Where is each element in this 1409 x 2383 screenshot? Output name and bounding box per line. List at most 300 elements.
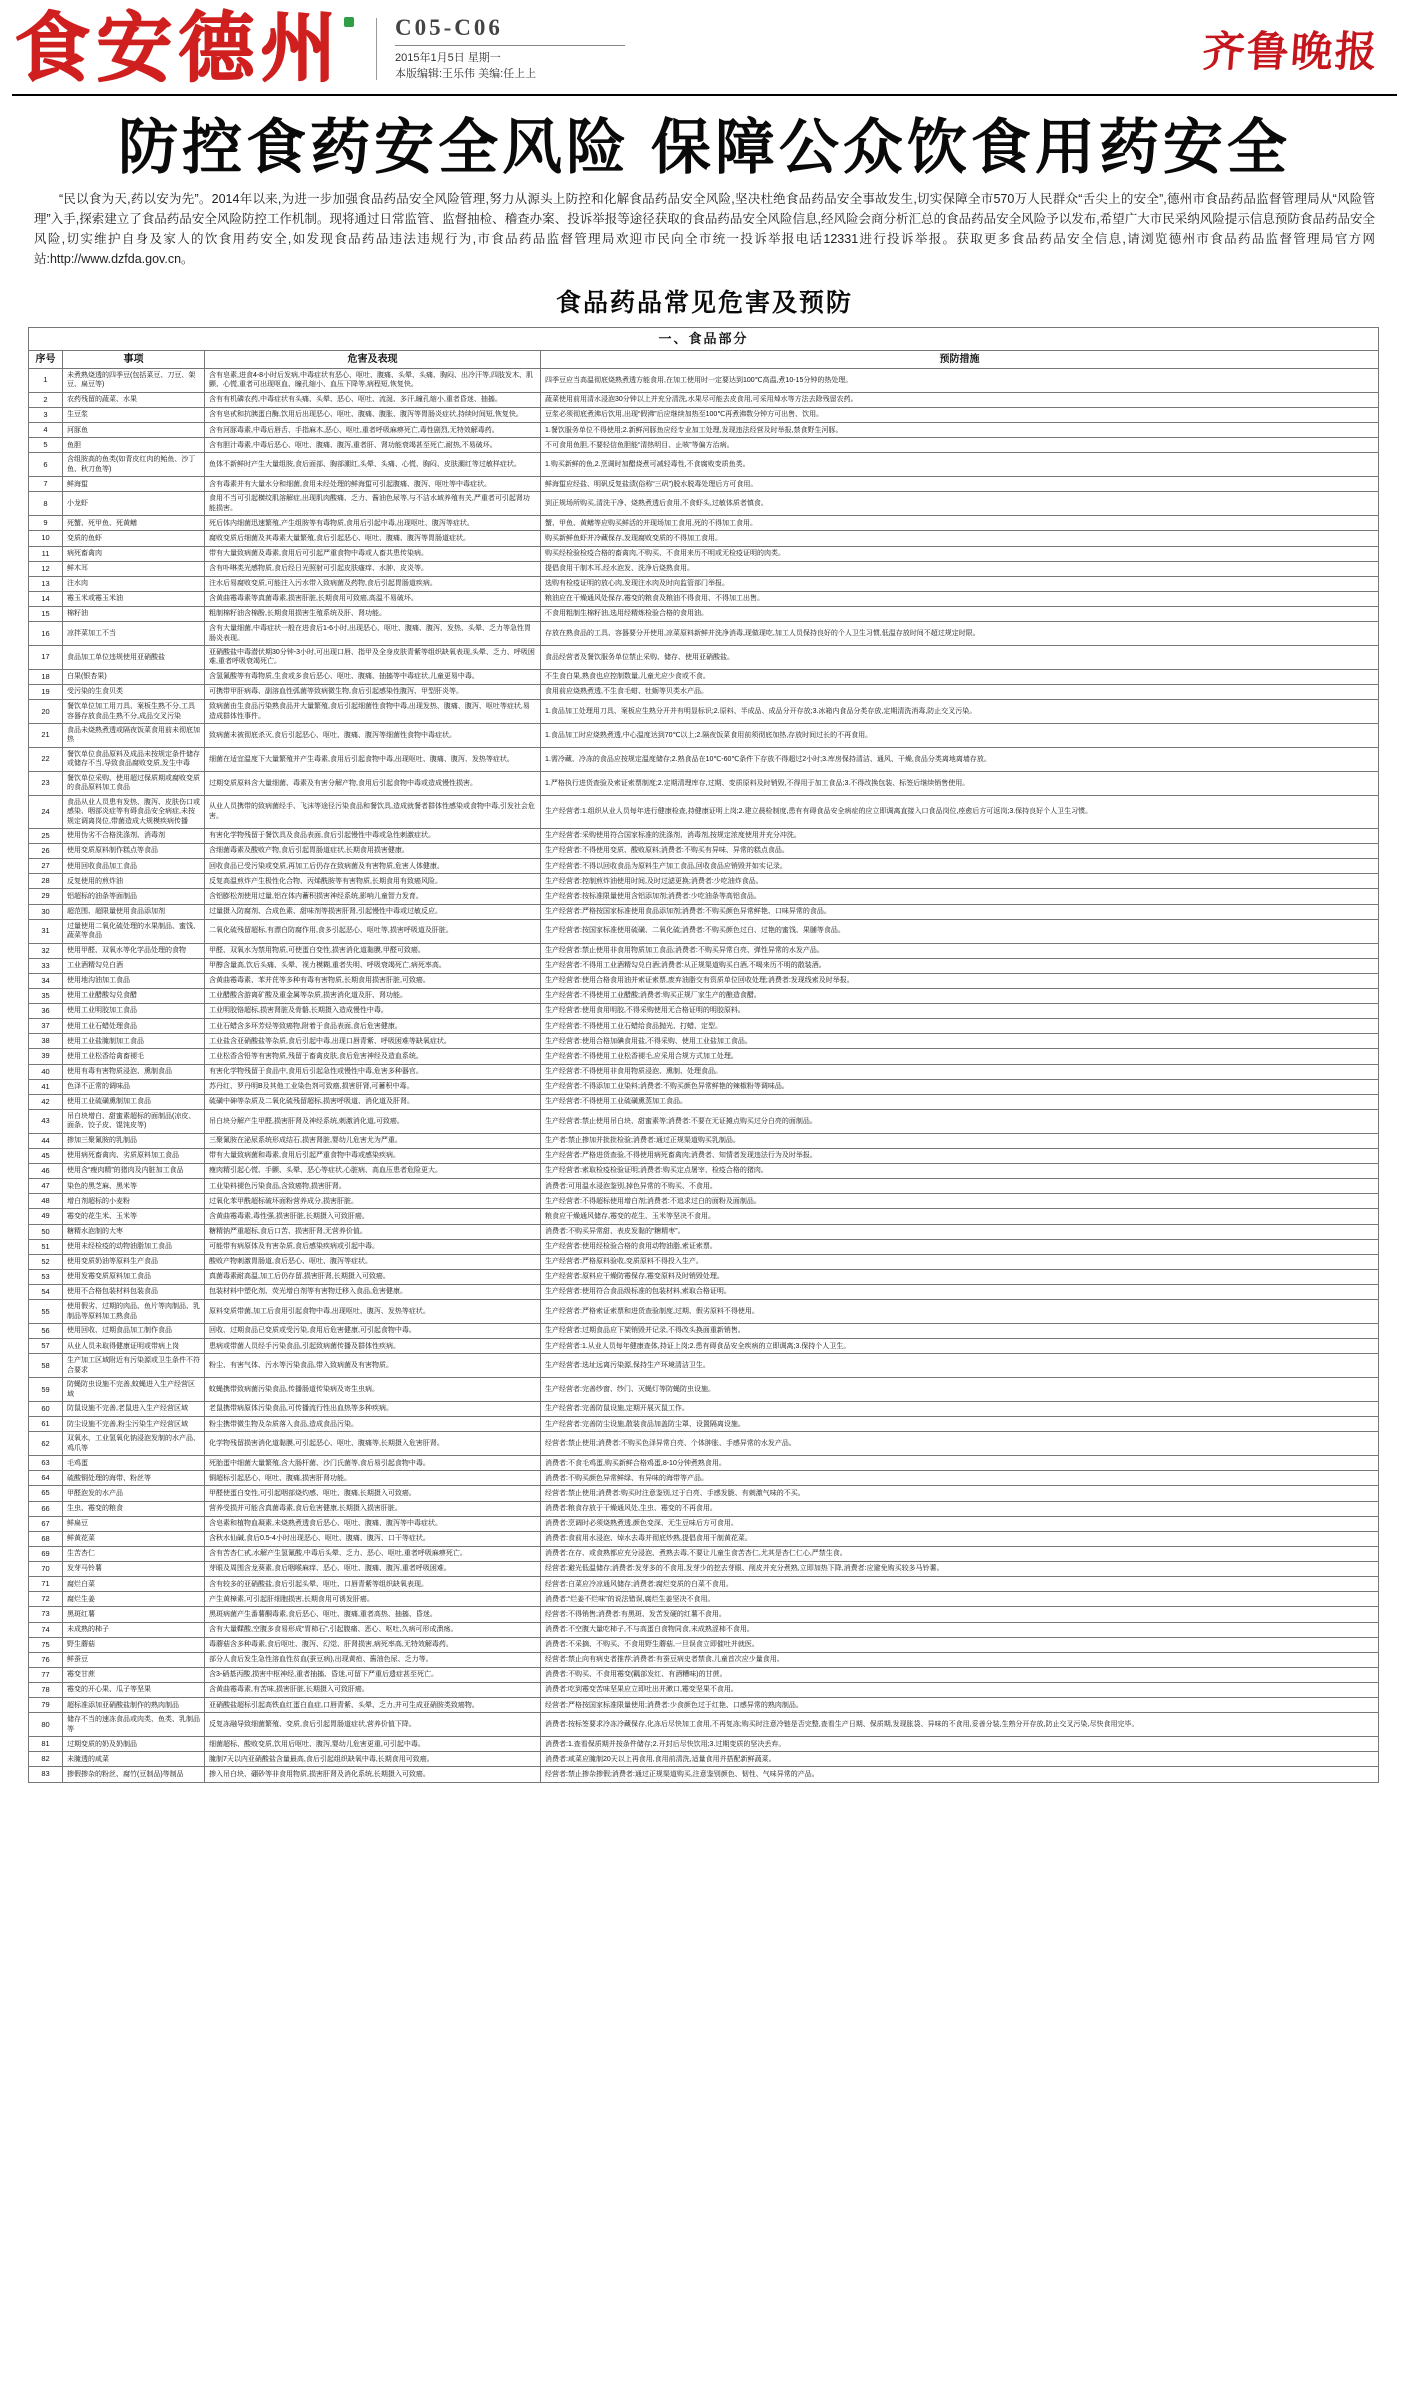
table-row: [29, 1254, 1379, 1269]
header-horizontal-rule: [12, 94, 1397, 96]
cell-prevention: 消费者:不购买颜色异常鲜绿、有异味的海带等产品。: [541, 1471, 1379, 1486]
cell-prevention: 生产者:禁止掺加并批批检验;消费者:通过正规渠道购买乳制品。: [541, 1133, 1379, 1148]
cell-prevention: 豆浆必须彻底煮沸后饮用,出现“假沸”后应继续加热至100℃再煮沸数分钟方可出售、饮用。: [541, 408, 1379, 423]
cell-hazard: 三聚氰胺在泌尿系统形成结石,损害肾脏,婴幼儿危害尤为严重。: [205, 1133, 541, 1148]
cell-item: 使用发霉变质原料加工食品: [63, 1269, 205, 1284]
cell-item: 鲜扁豆: [63, 1516, 205, 1531]
newspaper-name: 齐鲁晚报: [1201, 30, 1381, 76]
cell-hazard: 含有毒素并有大量水分和细菌,食用未经处理的鲜海蜇可引起腹痛、腹泻、呕吐等中毒症状。: [205, 477, 541, 492]
table-row: [29, 700, 1379, 724]
cell-item: 变质的鱼虾: [63, 531, 205, 546]
cell-item: 色泽不正常的调味品: [63, 1079, 205, 1094]
cell-item: 使用回收、过期食品加工制作食品: [63, 1324, 205, 1339]
cell-hazard: 带有大量致病菌及毒素,食用后可引起严重食物中毒或人畜共患传染病。: [205, 546, 541, 561]
cell-hazard: 反复冻融导致细菌繁殖、变质,食后引起胃肠道症状,营养价值下降。: [205, 1713, 541, 1737]
cell-hazard: 回收食品已受污染或变质,再加工后仍存在致病菌及有害物质,危害人体健康。: [205, 859, 541, 874]
cell-prevention: 经营者:禁止使用;消费者:购买时注意鉴别,过于白亮、手感发脆、有刺激气味的不买。: [541, 1486, 1379, 1501]
cell-no: 59: [29, 1378, 63, 1402]
cell-prevention: 购买经检验检疫合格的畜禽肉,不购买、不食用来历不明或无检疫证明的肉类。: [541, 546, 1379, 561]
masthead-text: 食安德州: [14, 7, 342, 91]
editor-line: 本版编辑:王乐伟 美编:任上上: [395, 68, 537, 80]
cell-item: 鱼胆: [63, 438, 205, 453]
cell-hazard: 二氧化硫残留超标,有漂白防腐作用,食多引起恶心、呕吐等,损害呼吸道及肝脏。: [205, 919, 541, 943]
cell-prevention: 生产经营者:使用合格食用油并索证索票,废弃油脂交有资质单位回收处理;消费者:发现线索及时举报。: [541, 973, 1379, 988]
cell-item: 凉拌菜加工不当: [63, 622, 205, 646]
table-row: [29, 1562, 1379, 1577]
cell-item: 腐烂生姜: [63, 1592, 205, 1607]
date-line: 2015年1月5日 星期一: [395, 52, 501, 65]
cell-item: 食品未烧熟煮透或隔夜饭菜食用前未彻底加热: [63, 724, 205, 748]
cell-no: 30: [29, 904, 63, 919]
cell-hazard: 死后体内细菌迅速繁殖,产生组胺等有毒物质,食用后引起中毒,出现呕吐、腹泻等症状。: [205, 516, 541, 531]
cell-prevention: 生产经营者:使用符合食品级标准的包装材料,索取合格证明。: [541, 1285, 1379, 1300]
cell-prevention: 消费者:不食毛鸡蛋,购买新鲜合格鸡蛋,8-10分钟煮熟食用。: [541, 1456, 1379, 1471]
cell-no: 16: [29, 622, 63, 646]
table-row: [29, 874, 1379, 889]
cell-hazard: 含有卟啉类光感物质,食后经日光照射可引起皮肤瘙痒、水肿、皮炎等。: [205, 561, 541, 576]
cell-item: 使用假劣、过期的肉品、鱼片等肉制品、乳制品等原料加工熟食品: [63, 1300, 205, 1324]
cell-hazard: 含有胆汁毒素,中毒后恶心、呕吐、腹痛、腹泻,重者肝、肾功能衰竭甚至死亡,耐热,不易破坏。: [205, 438, 541, 453]
table-row: [29, 392, 1379, 407]
cell-item: 反复使用的煎炸油: [63, 874, 205, 889]
cell-hazard: 黑斑病菌产生番薯酮毒素,食后恶心、呕吐、腹痛,重者高热、抽搐、昏迷。: [205, 1607, 541, 1622]
table-row: [29, 369, 1379, 393]
table-row: [29, 1004, 1379, 1019]
table-row: [29, 1577, 1379, 1592]
table-row: [29, 408, 1379, 423]
cell-hazard: 芽眼及周围含龙葵素,食后咽喉麻痒、恶心、呕吐、腹痛、腹泻,重者呼吸困难。: [205, 1562, 541, 1577]
cell-no: 25: [29, 828, 63, 843]
table-row: [29, 1164, 1379, 1179]
cell-hazard: 含秋水仙碱,食后0.5-4小时出现恶心、呕吐、腹痛、腹泻、口干等症状。: [205, 1531, 541, 1546]
masthead-logo: [14, 7, 354, 91]
cell-no: 18: [29, 669, 63, 684]
cell-prevention: 粮食应干燥通风储存,霉变的花生、玉米等坚决不食用。: [541, 1209, 1379, 1224]
cell-hazard: 患病或带菌人员经手污染食品,引起致病菌传播及群体性疾病。: [205, 1339, 541, 1354]
cell-no: 42: [29, 1094, 63, 1109]
table-row: [29, 1133, 1379, 1148]
cell-no: 72: [29, 1592, 63, 1607]
cell-hazard: 酸败产物刺激胃肠道,食后恶心、呕吐、腹泻等症状。: [205, 1254, 541, 1269]
table-row: [29, 1300, 1379, 1324]
cell-hazard: 亚硝酸盐中毒潜伏期30分钟-3小时,可出现口唇、指甲及全身皮肤青紫等组织缺氧表现,头晕、乏力、呼吸困难,重者呼吸衰竭死亡。: [205, 646, 541, 670]
cell-hazard: 从业人员携带的致病菌经手、飞沫等途径污染食品和餐饮具,造成就餐者群体性感染或食物中毒,引发社会危害。: [205, 795, 541, 828]
cell-prevention: 不可食用鱼胆,不要轻信鱼胆能“清热明目、止咳”等偏方治病。: [541, 438, 1379, 453]
cell-item: 生苦杏仁: [63, 1546, 205, 1561]
cell-prevention: 消费者:1.查看保质期并按条件储存;2.开封后尽快饮用;3.过期变质的坚决丢弃。: [541, 1737, 1379, 1752]
cell-prevention: 消费者:在存、或食熟都应充分浸泡、煮熟去毒,不要让儿童生食苦杏仁,尤其是杏仁仁心,严禁生食。: [541, 1546, 1379, 1561]
table-row: [29, 438, 1379, 453]
page-header: [0, 0, 1409, 92]
cell-no: 55: [29, 1300, 63, 1324]
cell-prevention: 蔬菜使用前用清水浸泡30分钟以上并充分清洗,水果尽可能去皮食用,可采用焯水等方法去除残留农药。: [541, 392, 1379, 407]
cell-item: 河豚鱼: [63, 423, 205, 438]
cell-no: 75: [29, 1637, 63, 1652]
cell-hazard: 含有皂甙和抗胰蛋白酶,饮用后出现恶心、呕吐、腹痛、腹胀、腹泻等胃肠炎症状,持续时间短,恢复快。: [205, 408, 541, 423]
cell-prevention: 生产经营者:不得使用变质、酸败原料;消费者:不购买有异味、异常的糕点食品。: [541, 844, 1379, 859]
table-row: [29, 1224, 1379, 1239]
table-row: [29, 1049, 1379, 1064]
cell-no: 80: [29, 1713, 63, 1737]
table-row: [29, 685, 1379, 700]
table-row: [29, 988, 1379, 1003]
main-headline: 防控食药安全风险 保障公众饮食用药安全: [118, 114, 1291, 181]
table-row: [29, 1767, 1379, 1782]
cell-hazard: 细菌在适宜温度下大量繁殖并产生毒素,食用后引起食物中毒,出现呕吐、腹痛、腹泻、发热等症状。: [205, 747, 541, 771]
cell-item: 防尘设施不完善,粉尘污染生产经营区域: [63, 1417, 205, 1432]
table-row: [29, 724, 1379, 748]
cell-item: 白果(银杏果): [63, 669, 205, 684]
cell-item: 使用不合格包装材料包装食品: [63, 1285, 205, 1300]
cell-prevention: 生产经营者:严格进货查验,不得使用病死畜禽肉;消费者、知情者发现违法行为及时举报。: [541, 1148, 1379, 1163]
cell-item: 使用含“瘦肉精”的猪肉及内脏加工食品: [63, 1164, 205, 1179]
cell-prevention: 生产经营者:完善防尘设施,散装食品加盖防尘罩、设置隔离设施。: [541, 1417, 1379, 1432]
cell-prevention: 生产经营者:按国家标准使用硫磺、二氧化硫;消费者:不购买颜色过白、过艳的蜜饯、果脯等食品。: [541, 919, 1379, 943]
cell-hazard: 腌制7天以内亚硝酸盐含量最高,食后引起组织缺氧中毒,长期食用可致癌。: [205, 1752, 541, 1767]
cell-prevention: 经营者:不得销售;消费者:有黑斑、发苦发硬的红薯不食用。: [541, 1607, 1379, 1622]
cell-no: 73: [29, 1607, 63, 1622]
cell-no: 39: [29, 1049, 63, 1064]
cell-prevention: 生产经营者:严格原料验收,变质原料不得投入生产。: [541, 1254, 1379, 1269]
cell-no: 46: [29, 1164, 63, 1179]
cell-item: 掺加三聚氰胺的乳制品: [63, 1133, 205, 1148]
cell-no: 2: [29, 392, 63, 407]
cell-prevention: 消费者:粮食存放于干燥通风处,生虫、霉变的不再食用。: [541, 1501, 1379, 1516]
cell-no: 11: [29, 546, 63, 561]
cell-item: 使用工业盐腌制加工食品: [63, 1034, 205, 1049]
cell-hazard: 过氧化苯甲酰超标破坏面粉营养成分,损害肝脏。: [205, 1194, 541, 1209]
cell-hazard: 注水后易腐败变质,可能注入污水带入致病菌及药物,食后引起胃肠道疾病。: [205, 576, 541, 591]
table-row: [29, 1194, 1379, 1209]
table-row: [29, 531, 1379, 546]
table-row: [29, 1339, 1379, 1354]
cell-hazard: 掺入吊白块、硼砂等非食用物质,损害肝肾及消化系统,长期摄入可致癌。: [205, 1767, 541, 1782]
cell-hazard: 真菌毒素耐高温,加工后仍存留,损害肝肾,长期摄入可致癌。: [205, 1269, 541, 1284]
table-row: [29, 607, 1379, 622]
cell-prevention: 生产经营者:不得添加工业染料;消费者:不购买颜色异常鲜艳的辣椒粉等调味品。: [541, 1079, 1379, 1094]
cell-item: 野生蘑菇: [63, 1637, 205, 1652]
table-row: [29, 1354, 1379, 1378]
cell-prevention: 消费者:食前用水浸泡、焯水去毒并彻底炒熟,提倡食用干制黄花菜。: [541, 1531, 1379, 1546]
cell-no: 78: [29, 1683, 63, 1698]
cell-hazard: 工业盐含亚硝酸盐等杂质,食后引起中毒,出现口唇青紫、呼吸困难等缺氧症状。: [205, 1034, 541, 1049]
cell-prevention: 到正规场所购买,清洗干净、烧熟煮透后食用,不食虾头,过敏体质者慎食。: [541, 492, 1379, 516]
cell-no: 19: [29, 685, 63, 700]
cell-no: 5: [29, 438, 63, 453]
cell-item: 发芽马铃薯: [63, 1562, 205, 1577]
cell-prevention: 消费者:可用温水浸泡鉴别,掉色异常的不购买、不食用。: [541, 1179, 1379, 1194]
column-header-no: 序号: [29, 350, 63, 369]
hazard-table-body: [29, 369, 1379, 1783]
table-row: [29, 1683, 1379, 1698]
cell-prevention: 生产经营者:完善纱窗、纱门、灭蝇灯等防蝇防虫设施。: [541, 1378, 1379, 1402]
table-row: [29, 919, 1379, 943]
cell-hazard: 甲醇含量高,饮后头痛、头晕、视力模糊,重者失明、呼吸衰竭死亡,病死率高。: [205, 958, 541, 973]
cell-prevention: 消费者:咸菜应腌制20天以上再食用,食用前清洗,适量食用并搭配新鲜蔬菜。: [541, 1752, 1379, 1767]
cell-hazard: 含有有机磷农药,中毒症状有头痛、头晕、恶心、呕吐、流涎、多汗,瞳孔缩小,重者昏迷、抽搐。: [205, 392, 541, 407]
cell-prevention: 生产经营者:不得以回收食品为原料生产加工食品,回收食品应销毁并如实记录。: [541, 859, 1379, 874]
cell-item: 腐烂白菜: [63, 1577, 205, 1592]
table-row: [29, 859, 1379, 874]
cell-hazard: 腐败变质后细菌及其毒素大量繁殖,食后引起恶心、呕吐、腹痛、腹泻等胃肠道症状。: [205, 531, 541, 546]
cell-no: 71: [29, 1577, 63, 1592]
cell-item: 未煮熟烧透的四季豆(包括菜豆、刀豆、架豆、扁豆等): [63, 369, 205, 393]
cell-item: 从业人员未取得健康证明或带病上岗: [63, 1339, 205, 1354]
cell-no: 13: [29, 576, 63, 591]
cell-item: 掺假掺杂的粉丝、腐竹(豆制品)等制品: [63, 1767, 205, 1782]
cell-no: 1: [29, 369, 63, 393]
cell-hazard: 过期变质原料含大量细菌、毒素及有害分解产物,食用后引起食物中毒或造成慢性损害。: [205, 771, 541, 795]
cell-prevention: 1.购买新鲜的鱼,2.烹调时加醋烧煮可减轻毒性,不食腐败变质鱼类。: [541, 453, 1379, 477]
cell-hazard: 食用不当可引起横纹肌溶解症,出现肌肉酸痛、乏力、酱油色尿等,与不洁水域养殖有关,严重者可引起肾功能损害。: [205, 492, 541, 516]
cell-hazard: 有害化学物残留于食品中,食用后引起急性或慢性中毒,危害多种器官。: [205, 1064, 541, 1079]
cell-prevention: 生产经营者:不得使用工业硫磺熏蒸加工食品。: [541, 1094, 1379, 1109]
cell-no: 77: [29, 1667, 63, 1682]
cell-no: 8: [29, 492, 63, 516]
cell-no: 17: [29, 646, 63, 670]
cell-prevention: 生产经营者:控制煎炸油使用时间,及时过滤更换;消费者:少吃油炸食品。: [541, 874, 1379, 889]
cell-item: 生产加工区域附近有污染源或卫生条件不符合要求: [63, 1354, 205, 1378]
column-header-hazard: 危害及表现: [205, 350, 541, 369]
cell-no: 29: [29, 889, 63, 904]
cell-hazard: 细菌超标、酸败变质,饮用后呕吐、腹泻,婴幼儿危害更重,可引起中毒。: [205, 1737, 541, 1752]
cell-item: 硫酸铜处理的海带、粉丝等: [63, 1471, 205, 1486]
cell-no: 63: [29, 1456, 63, 1471]
table-row: [29, 1752, 1379, 1767]
table-row: [29, 1109, 1379, 1133]
table-row: [29, 844, 1379, 859]
cell-item: 食品从业人员患有发热、腹泻、皮肤伤口或感染、咽部炎症等有碍食品安全病症,未按规定调离岗位,带菌造成大规模疾病传播: [63, 795, 205, 828]
cell-no: 26: [29, 844, 63, 859]
cell-prevention: 存放在熟食品的工具、容器要分开使用,凉菜原料新鲜并洗净消毒,现做现吃,加工人员保持良好的个人卫生习惯,低温存放时间不超过规定时限。: [541, 622, 1379, 646]
cell-no: 31: [29, 919, 63, 943]
table-row: [29, 1324, 1379, 1339]
cell-hazard: 致病菌未被彻底杀灭,食后引起恶心、呕吐、腹痛、腹泻等细菌性食物中毒症状。: [205, 724, 541, 748]
table-row: [29, 973, 1379, 988]
cell-hazard: 含有苦杏仁甙,水解产生氢氰酸,中毒后头晕、乏力、恶心、呕吐,重者呼吸麻痹死亡。: [205, 1546, 541, 1561]
cell-hazard: 含细菌毒素及酸败产物,食后引起胃肠道症状,长期食用损害健康。: [205, 844, 541, 859]
table-row: [29, 1148, 1379, 1163]
cell-item: 使用工业硫磺熏制加工食品: [63, 1094, 205, 1109]
cell-prevention: 生产经营者:1.从业人员每年健康查体,持证上岗;2.患有碍食品安全疾病的立即调离;3.保持个人卫生。: [541, 1339, 1379, 1354]
cell-hazard: 含有较多的亚硝酸盐,食后引起头晕、呕吐、口唇青紫等组织缺氧表现。: [205, 1577, 541, 1592]
table-row: [29, 591, 1379, 606]
cell-item: 病死畜禽肉: [63, 546, 205, 561]
cell-no: 44: [29, 1133, 63, 1148]
column-header-item: 事项: [63, 350, 205, 369]
cell-hazard: 铜超标引起恶心、呕吐、腹痛,损害肝肾功能。: [205, 1471, 541, 1486]
cell-prevention: 生产经营者:不得超标使用增白剂;消费者:不追求过白的面粉及面制品。: [541, 1194, 1379, 1209]
table-row: [29, 1034, 1379, 1049]
cell-hazard: 致病菌由生食品污染熟食品并大量繁殖,食后引起细菌性食物中毒,出现发热、腹痛、腹泻、呕吐等症状,易造成群体性事件。: [205, 700, 541, 724]
cell-item: 超标准添加亚硝酸盐制作的熟肉制品: [63, 1698, 205, 1713]
cell-hazard: 包装材料中塑化剂、荧光增白剂等有害物迁移入食品,危害健康。: [205, 1285, 541, 1300]
cell-hazard: 过量摄入防腐剂、合成色素、甜味剂等损害肝肾,引起慢性中毒或过敏反应。: [205, 904, 541, 919]
cell-no: 74: [29, 1622, 63, 1637]
cell-no: 60: [29, 1402, 63, 1417]
cell-hazard: 甲醛、双氧水为禁用物质,可使蛋白变性,损害消化道黏膜,甲醛可致癌。: [205, 943, 541, 958]
cell-prevention: 1.严格执行进货查验及索证索票制度;2.定期清理库存,过期、变质原料及时销毁,不得用于加工食品;3.不得改换包装、标签后继续销售使用。: [541, 771, 1379, 795]
cell-hazard: 反复高温煎炸产生极性化合物、丙烯酰胺等有害物质,长期食用有致癌风险。: [205, 874, 541, 889]
cell-item: 糖精水泡制的大枣: [63, 1224, 205, 1239]
cell-hazard: 含铝膨松剂使用过量,铝在体内蓄积损害神经系统,影响儿童智力发育。: [205, 889, 541, 904]
cell-no: 43: [29, 1109, 63, 1133]
table-row: [29, 622, 1379, 646]
cell-hazard: 工业染料褪色污染食品,含致癌物,损害肝肾。: [205, 1179, 541, 1194]
cell-prevention: 经营者:禁止掺杂掺假;消费者:通过正规渠道购买,注意鉴别颜色、韧性、气味异常的产品。: [541, 1767, 1379, 1782]
cell-item: 染色的黑芝麻、黑米等: [63, 1179, 205, 1194]
cell-prevention: 鲜海蜇应经盐、明矾反复盐渍(俗称“三矾”)脱水脱毒处理后方可食用。: [541, 477, 1379, 492]
cell-item: 霉变甘蔗: [63, 1667, 205, 1682]
table-column-header-row: [29, 350, 1379, 369]
table-row: [29, 1179, 1379, 1194]
cell-prevention: 提倡食用干制木耳,经水泡发、洗净后烧熟食用。: [541, 561, 1379, 576]
cell-hazard: 含有皂素,进食4-8小时后发病,中毒症状有恶心、呕吐、腹痛、头晕、头痛、胸闷、出冷汗等,四肢发木、肌颤、心慌,重者可出现呕血、瞳孔缩小、血压下降等,病程短,恢复快。: [205, 369, 541, 393]
table-row: [29, 1269, 1379, 1284]
cell-hazard: 含3-硝基丙酸,损害中枢神经,重者抽搐、昏迷,可留下严重后遗症甚至死亡。: [205, 1667, 541, 1682]
cell-item: 鲜蚕豆: [63, 1652, 205, 1667]
cell-item: 使用工业松香给禽畜褪毛: [63, 1049, 205, 1064]
cell-prevention: 消费者:不购买、不食用霉变(瓤部发红、有酒糟味)的甘蔗。: [541, 1667, 1379, 1682]
cell-prevention: 经营者:严格按国家标准限量使用;消费者:少食颜色过于红艳、口感异常的熟肉制品。: [541, 1698, 1379, 1713]
cell-prevention: 不食用粗制生棉籽油,选用经精炼检验合格的食用油。: [541, 607, 1379, 622]
cell-no: 12: [29, 561, 63, 576]
table-row: [29, 1737, 1379, 1752]
cell-hazard: 含有河豚毒素,中毒后唇舌、手指麻木,恶心、呕吐,重者呼吸麻痹死亡,毒性剧烈,无特效解毒药。: [205, 423, 541, 438]
cell-no: 70: [29, 1562, 63, 1577]
cell-no: 38: [29, 1034, 63, 1049]
cell-item: 餐饮单位采购、使用超过保质期或腐败变质的食品原料加工食品: [63, 771, 205, 795]
cell-prevention: 生产经营者:不得用工业酒精勾兑白酒;消费者:从正规渠道购买白酒,不喝来历不明的散装酒。: [541, 958, 1379, 973]
cell-no: 33: [29, 958, 63, 973]
page-info-block: [395, 15, 695, 83]
cell-prevention: 生产经营者:禁止使用吊白块、甜蜜素等;消费者:不要在无证摊点购买过分白亮的面制品。: [541, 1109, 1379, 1133]
cell-item: 未成熟的柿子: [63, 1622, 205, 1637]
table-row: [29, 646, 1379, 670]
cell-no: 76: [29, 1652, 63, 1667]
cell-no: 34: [29, 973, 63, 988]
cell-prevention: 粮油应在干燥通风处保存,霉变的粮食及粮油不得食用、不得加工出售。: [541, 591, 1379, 606]
cell-no: 82: [29, 1752, 63, 1767]
page-info-rule: [395, 45, 625, 46]
table-row: [29, 453, 1379, 477]
cell-item: 增白剂超标的小麦粉: [63, 1194, 205, 1209]
cell-hazard: 粉尘携带微生物及杂质落入食品,造成食品污染。: [205, 1417, 541, 1432]
cell-hazard: 老鼠携带病原体污染食品,可传播流行性出血热等多种疾病。: [205, 1402, 541, 1417]
cell-hazard: 瘦肉精引起心慌、手颤、头晕、恶心等症状,心脏病、高血压患者危险更大。: [205, 1164, 541, 1179]
table-row: [29, 669, 1379, 684]
cell-prevention: 四季豆应当高温彻底烧熟煮透方能食用,在加工使用时一定要达到100℃高温,煮10-15分钟的热处理。: [541, 369, 1379, 393]
cell-hazard: 吊白块分解产生甲醛,损害肝肾及神经系统,刺激消化道,可致癌。: [205, 1109, 541, 1133]
table-row: [29, 1239, 1379, 1254]
cell-prevention: 1.餐饮服务单位不得使用;2.新鲜河豚鱼应经专业加工处理,发现违法经营及时举报,禁食野生河豚。: [541, 423, 1379, 438]
cell-no: 47: [29, 1179, 63, 1194]
cell-no: 69: [29, 1546, 63, 1561]
cell-item: 棉籽油: [63, 607, 205, 622]
table-row: [29, 561, 1379, 576]
cell-no: 83: [29, 1767, 63, 1782]
cell-prevention: 1.需冷藏、冷冻的食品应按规定温度储存;2.熟食品在10℃-60℃条件下存放不得超过2小时;3.库房保持清洁、通风、干燥,食品分类离地离墙存放。: [541, 747, 1379, 771]
cell-hazard: 化学物残留损害消化道黏膜,可引起恶心、呕吐、腹痛等,长期摄入危害肝肾。: [205, 1432, 541, 1456]
table-row: [29, 958, 1379, 973]
cell-no: 22: [29, 747, 63, 771]
cell-no: 28: [29, 874, 63, 889]
cell-hazard: 鱼体不新鲜时产生大量组胺,食后面部、胸部潮红,头晕、头痛、心慌、胸闷、皮肤潮红等过敏样症状。: [205, 453, 541, 477]
cell-prevention: 经营者:禁止向有病史者推荐;消费者:有蚕豆病史者禁食,儿童首次应少量食用。: [541, 1652, 1379, 1667]
cell-no: 40: [29, 1064, 63, 1079]
cell-no: 56: [29, 1324, 63, 1339]
table-row: [29, 546, 1379, 561]
cell-hazard: 含黄曲霉毒素、苯并芘等多种有毒有害物质,长期食用损害肝脏,可致癌。: [205, 973, 541, 988]
cell-no: 49: [29, 1209, 63, 1224]
cell-no: 45: [29, 1148, 63, 1163]
cell-item: 使用病死畜禽肉、劣质原料加工食品: [63, 1148, 205, 1163]
table-row: [29, 1417, 1379, 1432]
cell-no: 68: [29, 1531, 63, 1546]
cell-hazard: 原料变质带菌,加工后食用引起食物中毒,出现呕吐、腹泻、发热等症状。: [205, 1300, 541, 1324]
table-row: [29, 1607, 1379, 1622]
cell-prevention: 生产经营者:完善防鼠设施,定期开展灭鼠工作。: [541, 1402, 1379, 1417]
cell-prevention: 消费者:烹调时必须烧熟煮透,颜色变深、无生豆味后方可食用。: [541, 1516, 1379, 1531]
cell-item: 霉玉米或霉玉米油: [63, 591, 205, 606]
cell-no: 64: [29, 1471, 63, 1486]
cell-item: 超范围、超限量使用食品添加剂: [63, 904, 205, 919]
table-row: [29, 771, 1379, 795]
cell-no: 62: [29, 1432, 63, 1456]
cell-no: 61: [29, 1417, 63, 1432]
cell-item: 小龙虾: [63, 492, 205, 516]
cell-prevention: 选购有检疫证明的放心肉,发现注水肉及时向监管部门举报。: [541, 576, 1379, 591]
cell-prevention: 食品经营者及餐饮服务单位禁止采购、储存、使用亚硝酸盐。: [541, 646, 1379, 670]
table-row: [29, 1622, 1379, 1637]
cell-prevention: 经营者:避光低温储存;消费者:发芽多的不食用,发芽少的挖去芽眼、削皮并充分煮熟,立即加热下降,消费者:应避免购买较多马铃薯。: [541, 1562, 1379, 1577]
table-part-title-row: [29, 328, 1379, 351]
table-row: [29, 1456, 1379, 1471]
cell-hazard: 甲醛使蛋白变性,可引起咽部烧灼感、呕吐、腹痛,长期摄入可致癌。: [205, 1486, 541, 1501]
cell-hazard: 毒蘑菇含多种毒素,食后呕吐、腹泻、幻觉、肝肾损害,病死率高,无特效解毒药。: [205, 1637, 541, 1652]
cell-item: 双氧水、工业氢氧化钠浸泡发制的水产品、鸡爪等: [63, 1432, 205, 1456]
cell-no: 66: [29, 1501, 63, 1516]
cell-no: 20: [29, 700, 63, 724]
cell-prevention: 生产经营者:使用食用明胶,不得采购使用无合格证明的明胶原料。: [541, 1004, 1379, 1019]
cell-hazard: 粉尘、有害气体、污水等污染食品,带入致病菌及有害物质。: [205, 1354, 541, 1378]
cell-no: 6: [29, 453, 63, 477]
cell-item: 使用变质奶油等原料生产食品: [63, 1254, 205, 1269]
masthead-accent-icon: [344, 17, 354, 27]
cell-prevention: 生产经营者:索取检疫检验证明;消费者:购买定点屠宰、检疫合格的猪肉。: [541, 1164, 1379, 1179]
cell-item: 生豆浆: [63, 408, 205, 423]
cell-item: 食品加工单位违规使用亚硝酸盐: [63, 646, 205, 670]
cell-no: 23: [29, 771, 63, 795]
cell-no: 4: [29, 423, 63, 438]
cell-item: 死蟹、死甲鱼、死黄鳝: [63, 516, 205, 531]
table-row: [29, 1094, 1379, 1109]
table-row: [29, 1592, 1379, 1607]
cell-prevention: 食用前应烧熟煮透,不生食毛蚶、牡蛎等贝类水产品。: [541, 685, 1379, 700]
cell-item: 吊白块增白、甜蜜素超标的面制品(凉皮、面条、饺子皮、馄饨皮等): [63, 1109, 205, 1133]
table-row: [29, 1531, 1379, 1546]
cell-hazard: 亚硝酸盐超标引起高铁血红蛋白血症,口唇青紫、头晕、乏力,并可生成亚硝胺类致癌物。: [205, 1698, 541, 1713]
cell-no: 27: [29, 859, 63, 874]
section-title: 食品药品常见危害及预防: [555, 289, 853, 317]
intro-paragraph: “民以食为天,药以安为先”。2014年以来,为进一步加强食品药品安全风险管理,努力从源头上防控和化解食品药品安全风险,坚决杜绝食品药品安全事故发生,切实保障全市570万人民群众“舌尖上的安全”,德州市食品药品监督管理局从“风险管理”入手,探索建立了食品药品安全风险防控工作机制。现将通过日常监管、监督抽检、稽查办案、投诉举报等途径获取的食品药品安全风险信息,经风险会商分析汇总的食品药品安全风险予以发布,希望广大市民采纳风险提示信息预防食品药品安全风险,切实维护自身及家人的饮食用药安全,如发现食品药品违法违规行为,市食品药品监督管理局欢迎市民向全市统一投诉举报电话12331进行投诉举报。获取更多食品药品安全信息,请浏览德州市食品药品监督管理局官方网站:http://www.dzfda.gov.cn。: [34, 192, 1375, 266]
cell-hazard: 可携带甲肝病毒、副溶血性弧菌等致病微生物,食后引起感染性腹泻、甲型肝炎等。: [205, 685, 541, 700]
cell-no: 41: [29, 1079, 63, 1094]
cell-item: 鲜黄花菜: [63, 1531, 205, 1546]
table-row: [29, 1019, 1379, 1034]
cell-no: 51: [29, 1239, 63, 1254]
cell-hazard: 工业石蜡含多环芳烃等致癌物,附着于食品表面,食后危害健康。: [205, 1019, 541, 1034]
